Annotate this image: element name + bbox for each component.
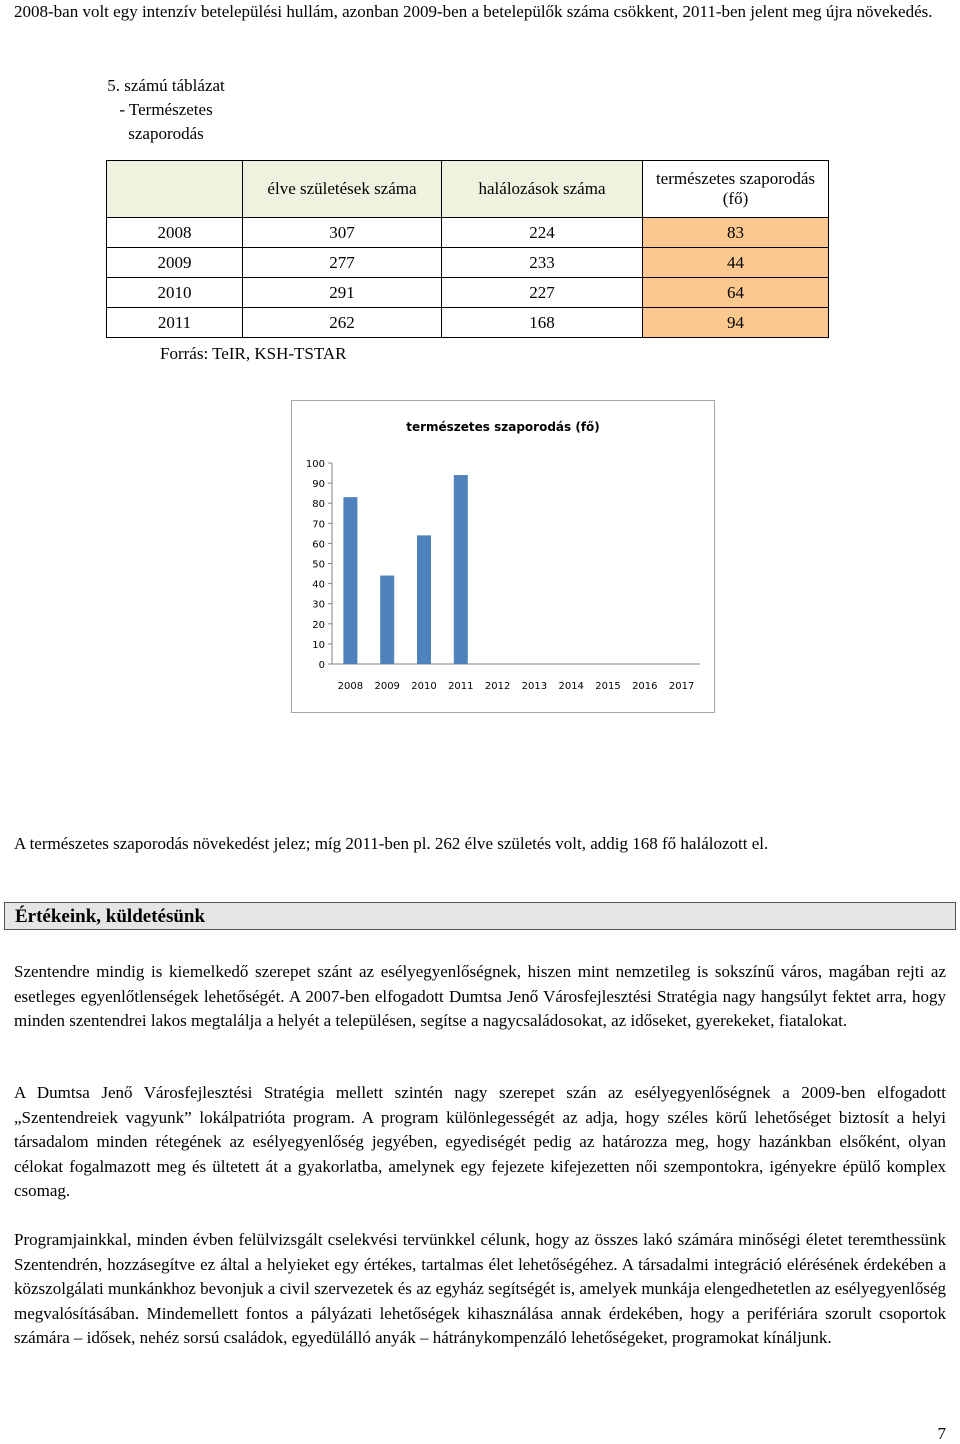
table-caption: 5. számú táblázat - Természetes szaporodás <box>107 76 225 143</box>
bar-2011 <box>454 475 468 664</box>
bar-2008 <box>343 497 357 664</box>
table-cell-increase: 44 <box>643 248 829 278</box>
x-tick-label: 2010 <box>411 681 437 692</box>
x-tick-label: 2016 <box>632 681 658 692</box>
chart-svg <box>292 401 714 712</box>
x-tick-label: 2015 <box>595 681 621 692</box>
table-cell-deaths: 168 <box>442 308 643 338</box>
natural-increase-chart <box>291 400 715 713</box>
bar-2010 <box>417 535 431 664</box>
y-tick-label: 100 <box>305 459 325 470</box>
table-header-deaths: halálozások száma <box>442 161 643 218</box>
x-tick-label: 2012 <box>484 681 511 692</box>
y-tick-label: 0 <box>318 660 325 671</box>
x-tick-label: 2008 <box>337 681 364 692</box>
intro-paragraph: 2008-ban volt egy intenzív betelepülési hullám, azonban 2009-ben a betelepülők száma csökkent, 2011-ben jelent meg újra növekedés. <box>14 2 933 21</box>
table-cell-deaths: 224 <box>442 218 643 248</box>
table-cell-births: 307 <box>243 218 442 248</box>
table-cell-year: 2011 <box>107 308 243 338</box>
chart-title: természetes szaporodás (fő) <box>406 420 600 434</box>
table-cell-year: 2010 <box>107 278 243 308</box>
table-cell-deaths: 233 <box>442 248 643 278</box>
table-cell-births: 277 <box>243 248 442 278</box>
y-tick-label: 50 <box>312 559 325 571</box>
table-cell-increase: 64 <box>643 278 829 308</box>
table-cell-increase: 94 <box>643 308 829 338</box>
y-tick-label: 60 <box>312 539 325 551</box>
table-header-corner <box>107 161 243 218</box>
body-paragraph-2: A Dumtsa Jenő Városfejlesztési Stratégia mellett szintén nagy szerepet szán az esélyegyenlőségnek a 2009-ben elfogadott „Szentendreiek vagyunk” lokálpatrióta program. A program különlegességét az adja, hogy széles körű lehetőséget biztosít a helyi társadalom minden rétegének az esélyegyenlőség jegyében, egyediségét pedig az határozza meg, hogy hazánkban elsőként, olyan célokat fogalmazott meg és ültetett át a gyakorlatba, amelynek egy fejezete kifejezetten női szempontokra, igényekre épülő komplex csomag. <box>14 1083 946 1200</box>
natural-increase-table <box>106 160 829 338</box>
x-tick-label: 2009 <box>374 681 400 692</box>
body-paragraph-3: Programjainkkal, minden évben felülvizsgált cselekvési tervünkkel célunk, hogy az összes lakó számára minőségi életet teremthessünk Szentendrén, hozzásegítve ez által a helyieket egy értékes, tartalmas élet lehetőségéhez. A társadalmi integráció elérésének érdekében a közszolgálati munkánkhoz bevonjuk a civil szervezetek és az egyház segítségét is, amelyek munkája elengedhetetlen az esélyegyenlőség megvalósításában. Mindemellett fontos a pályázati lehetőségek kihasználása annak érdekében, hogy a perifériára szorult csoportok számára – idősek, nehéz sorsú családok, egyedülálló anyák – hátránykompenzáló lehetőségeket, programokat kínáljunk. <box>14 1230 946 1347</box>
x-tick-label: 2014 <box>558 681 584 692</box>
table-header-natural-increase: természetes szaporodás (fő) <box>643 161 829 218</box>
table-row <box>107 278 829 308</box>
table-source: Forrás: TeIR, KSH-TSTAR <box>160 344 347 363</box>
table-cell-year: 2008 <box>107 218 243 248</box>
section-heading: Értékeink, küldetésünk <box>4 902 956 930</box>
y-tick-label: 70 <box>312 519 325 531</box>
x-tick-label: 2013 <box>521 681 548 692</box>
conclusion-paragraph: A természetes szaporodás növekedést jelez; míg 2011-ben pl. 262 élve születés volt, addig 168 fő halálozott el. <box>14 834 769 853</box>
y-tick-label: 20 <box>312 619 325 631</box>
x-tick-label: 2017 <box>668 681 695 692</box>
y-tick-label: 90 <box>312 479 325 491</box>
table-cell-births: 262 <box>243 308 442 338</box>
table-row <box>107 218 829 248</box>
x-tick-label: 2011 <box>448 681 474 692</box>
table-cell-year: 2009 <box>107 248 243 278</box>
table-cell-births: 291 <box>243 278 442 308</box>
y-tick-label: 80 <box>312 499 325 511</box>
y-tick-label: 30 <box>312 599 325 611</box>
table-row <box>107 248 829 278</box>
table-row <box>107 308 829 338</box>
page-number: 7 <box>937 1424 946 1443</box>
table-cell-increase: 83 <box>643 218 829 248</box>
y-tick-label: 10 <box>312 639 325 651</box>
table-header-row <box>107 161 829 218</box>
bar-2009 <box>380 576 394 664</box>
body-paragraph-1: Szentendre mindig is kiemelkedő szerepet szánt az esélyegyenlőségnek, hiszen mint nemzetileg is sokszínű város, magában rejti az esetleges egyenlőtlenségek lehetőségét. A 2007-ben elfogadott Dumtsa Jenő Városfejlesztési Stratégia nagy hangsúlyt fektet arra, hogy minden szentendrei lakos megtalálja a helyét a településen, segítse a nagycsaládosokat, az időseket, gyerekeket, fiatalokat. <box>14 962 946 1030</box>
table-header-births: élve születések száma <box>243 161 442 218</box>
y-tick-label: 40 <box>312 579 325 591</box>
table-cell-deaths: 227 <box>442 278 643 308</box>
